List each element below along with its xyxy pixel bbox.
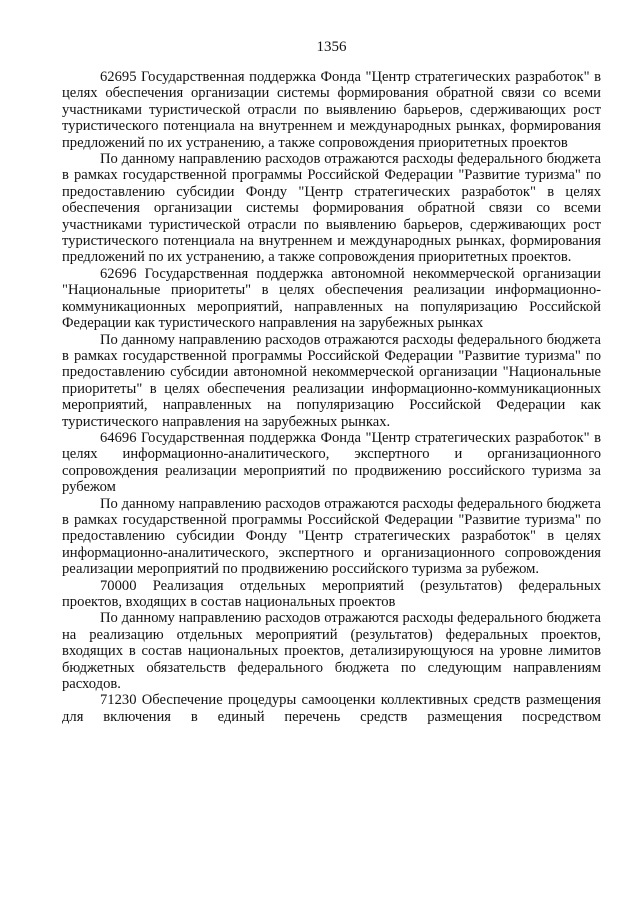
paragraph-71230-heading: 71230 Обеспечение процедуры самооценки коллективных средств размещения для включения в единый перечень средств размещения посредством bbox=[62, 692, 601, 725]
paragraph-70000-description: По данному направлению расходов отражаются расходы федерального бюджета на реализацию отдельных мероприятий (результатов) федеральных проектов, входящих в состав национальных проектов, детализирующуюся на уровне лимитов бюджетных обязательств федерального бюджета по следующим направлениям расходов. bbox=[62, 610, 601, 693]
paragraph-64696-description: По данному направлению расходов отражаются расходы федерального бюджета в рамках государственной программы Российской Федерации "Развитие туризма" по предоставлению субсидии Фонду "Центр стратегических разработок" в целях информационно-аналитического, экспертного и организационного сопровождения реализации мероприятий по продвижению российского туризма за рубежом. bbox=[62, 495, 601, 578]
document-page bbox=[62, 38, 601, 725]
paragraph-64696-heading: 64696 Государственная поддержка Фонда "Центр стратегических разработок" в целях информационно-аналитического, экспертного и организационного сопровождения реализации мероприятий по продвижению российского туризма за рубежом bbox=[62, 429, 601, 496]
paragraph-62695-heading: 62695 Государственная поддержка Фонда "Центр стратегических разработок" в целях обеспечения организации системы формирования обратной связи со всеми участниками туристической отрасли по выявлению барьеров, сдерживающих рост туристического потенциала на внутреннем и международных рынках, формирования предложений по их устранению, а также сопровождения приоритетных проектов bbox=[62, 69, 601, 151]
paragraph-62696-heading: 62696 Государственная поддержка автономной некоммерческой организации "Национальные приоритеты" в целях обеспечения реализации информационно-коммуникационных мероприятий, направленных на популяризацию Российской Федерации как туристического направления на зарубежных рынках bbox=[62, 265, 601, 332]
paragraph-70000-heading: 70000 Реализация отдельных мероприятий (результатов) федеральных проектов, входящих в состав национальных проектов bbox=[62, 577, 601, 610]
paragraph-62695-description: По данному направлению расходов отражаются расходы федерального бюджета в рамках государственной программы Российской Федерации "Развитие туризма" по предоставлению субсидии Фонду "Центр стратегических разработок" в целях обеспечения организации системы формирования обратной связи со всеми участниками туристической отрасли по выявлению барьеров, сдерживающих рост туристического потенциала на внутреннем и международных рынках, формирования предложений по их устранению, а также сопровождения приоритетных проектов. bbox=[62, 151, 601, 266]
page-number: 1356 bbox=[316, 39, 347, 55]
paragraph-62696-description: По данному направлению расходов отражаются расходы федерального бюджета в рамках государственной программы Российской Федерации "Развитие туризма" по предоставлению субсидии автономной некоммерческой организации "Национальные приоритеты" в целях обеспечения реализации информационно-коммуникационных мероприятий, направленных на популяризацию Российской Федерации как туристического направления на зарубежных рынках. bbox=[62, 331, 601, 430]
